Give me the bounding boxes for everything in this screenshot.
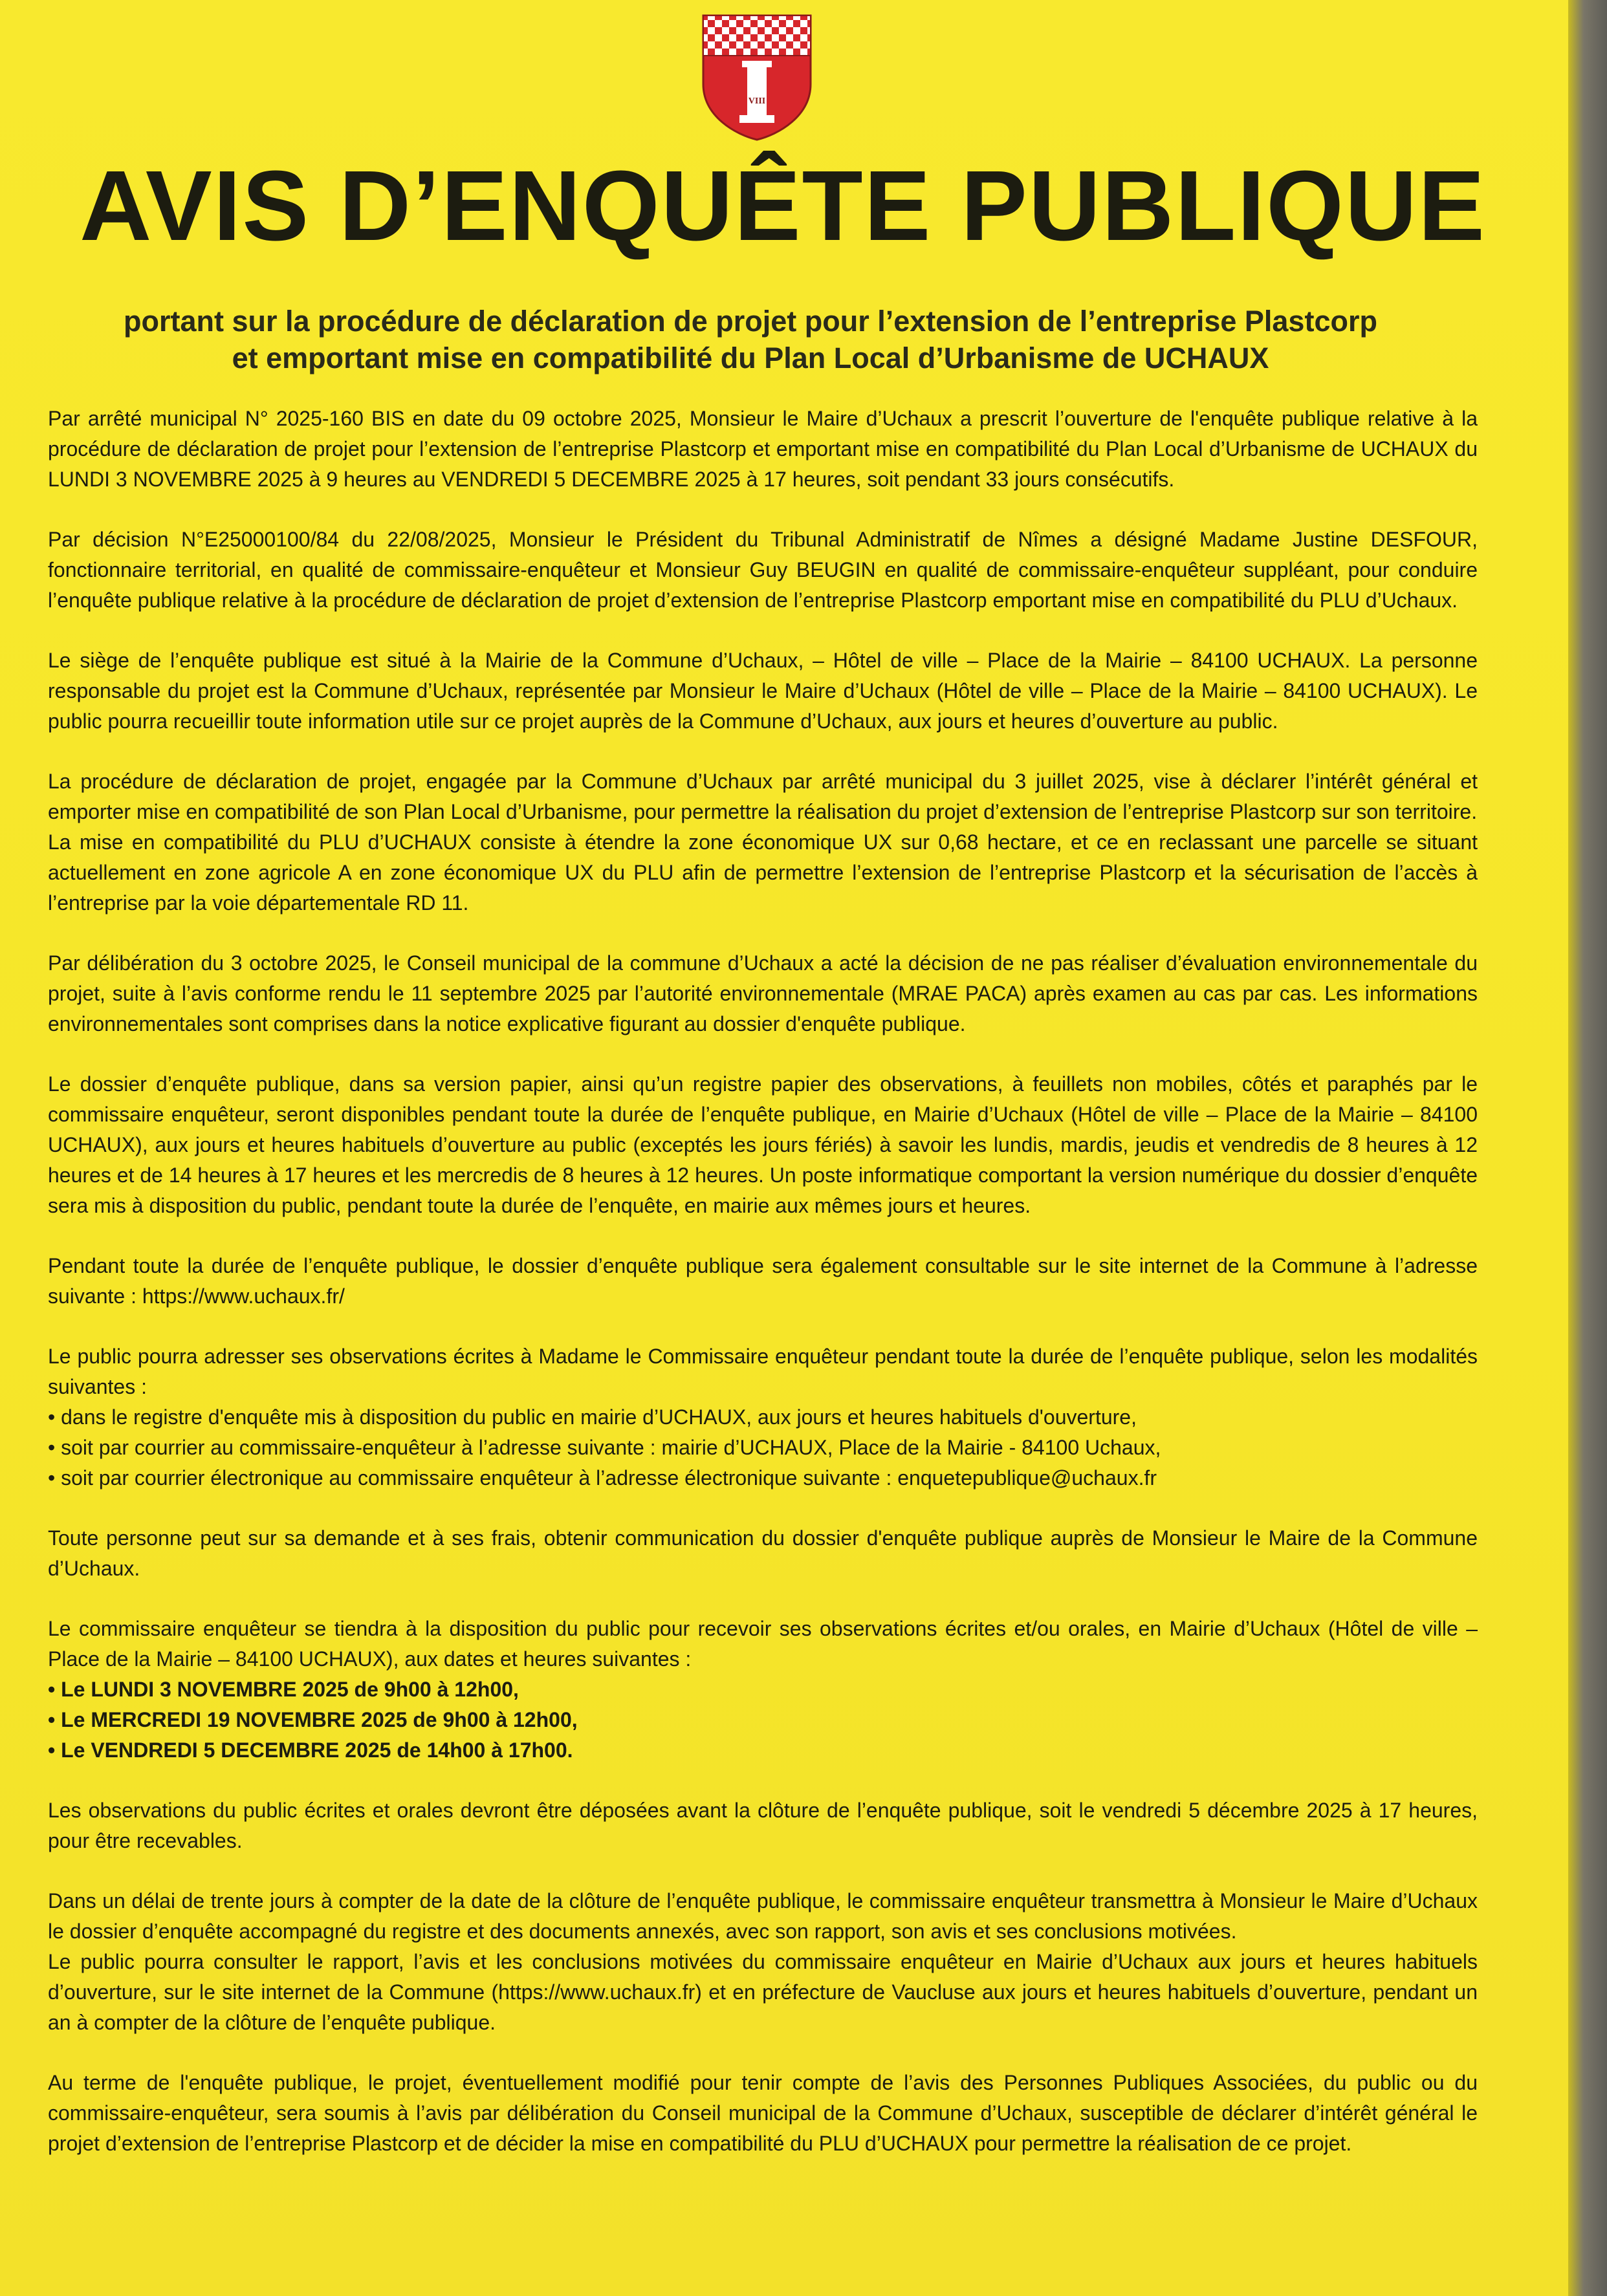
paragraph-consultation: Le public pourra consulter le rapport, l’avis et les conclusions motivées du commissaire enquêteur en Mairie d’Uchaux aux jours et heures habituels d’ouverture, sur le site internet de la Commune (https://www.uchaux.fr) et en préfecture de Vaucluse aux jours et heures habituels d’ouverture, pendant un an à compter de la clôture de l’enquête publique. bbox=[48, 1950, 1478, 2034]
coat-of-arms-icon bbox=[701, 13, 813, 142]
page-title: AVIS D’ENQUÊTE PUBLIQUE bbox=[80, 150, 1486, 261]
paragraph-conclusion: Au terme de l'enquête publique, le projet, éventuellement modifié pour tenir compte de l’avis des Personnes Publiques Associées, du public ou du commissaire-enquêteur, sera soumis à l’avis par délibération du Conseil municipal de la Commune d’Uchaux, susceptible de déclarer d’intérêt général le projet d’extension de l’entreprise Plastcorp et de décider la mise en compatibilité du PLU d’UCHAUX pour permettre la réalisation de ce projet. bbox=[48, 2071, 1478, 2155]
paragraph-procedure: La procédure de déclaration de projet, engagée par la Commune d’Uchaux par arrêté municipal du 3 juillet 2025, vise à déclarer l’intérêt général et emporter mise en compatibilité de son Plan Local d’Urbanisme, pour permettre la réalisation du projet d’extension de l’entreprise Plastcorp sur son territoire. bbox=[48, 770, 1478, 823]
background-edge bbox=[1568, 0, 1607, 2296]
paragraph-report: Dans un délai de trente jours à compter de la date de la clôture de l’enquête publique, le commissaire enquêteur transmettra à Monsieur le Maire d’Uchaux le dossier d’enquête accompagné du registre et des documents annexés, avec son rapport, son avis et ses conclusions motivées. bbox=[48, 1889, 1478, 1943]
paragraph-communication: Toute personne peut sur sa demande et à ses frais, obtenir communication du dossier d'enquête publique auprès de Monsieur le Maire de la Commune d’Uchaux. bbox=[48, 1526, 1478, 1580]
subtitle bbox=[39, 303, 1462, 376]
paragraph-permanences: Le commissaire enquêteur se tiendra à la disposition du public pour recevoir ses observations écrites et/ou orales, en Mairie d’Uchaux (Hôtel de ville – Place de la Mairie – 84100 UCHAUX), aux dates et heures suivantes : bbox=[48, 1617, 1478, 1671]
permanence-dates-list bbox=[48, 1674, 1478, 1766]
paragraph-compatibility: La mise en compatibilité du PLU d’UCHAUX consiste à étendre la zone économique UX sur 0,68 hectare, et ce en reclassant une parcelle se situant actuellement en zone agricole A en zone économique UX du PLU afin de permettre l’extension de l’entreprise Plastcorp et la sécurisation de l’accès à l’entreprise par la voie départementale RD 11. bbox=[48, 830, 1478, 915]
paragraph-deadline: Les observations du public écrites et orales devront être déposées avant la clôture de l’enquête publique, soit le vendredi 5 décembre 2025 à 17 heures, pour être recevables. bbox=[48, 1799, 1478, 1852]
list-item: • soit par courrier au commissaire-enquêteur à l’adresse suivante : mairie d’UCHAUX, Place de la Mairie - 84100 Uchaux, bbox=[48, 1433, 1478, 1463]
paragraph-environment: Par délibération du 3 octobre 2025, le Conseil municipal de la commune d’Uchaux a acté la décision de ne pas réaliser d’évaluation environnementale du projet, suite à l’avis conforme rendu le 11 septembre 2025 par l’autorité environnementale (MRAE PACA) après examen au cas par cas. Les informations environnementales sont comprises dans la notice explicative figurant au dossier d'enquête publique. bbox=[48, 951, 1478, 1035]
paragraph-decree: Par arrêté municipal N° 2025-160 BIS en date du 09 octobre 2025, Monsieur le Maire d’Uchaux a prescrit l’ouverture de l'enquête publique relative à la procédure de déclaration de projet pour l’extension de l’entreprise Plastcorp et emportant mise en compatibilité du Plan Local d’Urbanisme de UCHAUX du LUNDI 3 NOVEMBRE 2025 à 9 heures au VENDREDI 5 DECEMBRE 2025 à 17 heures, soit pendant 33 jours consécutifs. bbox=[48, 407, 1478, 491]
subtitle-line: portant sur la procédure de déclaration de projet pour l’extension de l’entreprise Plastcorp bbox=[124, 305, 1377, 338]
crest-label: VIII bbox=[748, 96, 766, 106]
observation-methods-list bbox=[48, 1402, 1478, 1493]
notice-body bbox=[48, 404, 1478, 2189]
list-item: • Le VENDREDI 5 DECEMBRE 2025 de 14h00 à 17h00. bbox=[48, 1735, 1478, 1766]
paragraph-observations: Le public pourra adresser ses observations écrites à Madame le Commissaire enquêteur pendant toute la durée de l’enquête publique, selon les modalités suivantes : bbox=[48, 1345, 1478, 1398]
subtitle-line: et emportant mise en compatibilité du Plan Local d’Urbanisme de UCHAUX bbox=[232, 341, 1269, 374]
list-item: • Le MERCREDI 19 NOVEMBRE 2025 de 9h00 à 12h00, bbox=[48, 1705, 1478, 1735]
paragraph-dossier: Le dossier d’enquête publique, dans sa version papier, ainsi qu’un registre papier des observations, à feuillets non mobiles, côtés et paraphés par le commissaire enquêteur, seront disponibles pendant toute la durée de l’enquête publique, en Mairie d’Uchaux (Hôtel de ville – Place de la Mairie – 84100 UCHAUX), aux jours et heures habituels d’ouverture au public (exceptés les jours fériés) à savoir les lundis, mardis, jeudis et vendredis de 8 heures à 12 heures et de 14 heures à 17 heures et les mercredis de 8 heures à 12 heures. Un poste informatique comportant la version numérique du dossier d’enquête sera mis à disposition du public, pendant toute la durée de l’enquête, en mairie aux mêmes jours et heures. bbox=[48, 1072, 1478, 1217]
paragraph-commissioner: Par décision N°E25000100/84 du 22/08/2025, Monsieur le Président du Tribunal Administratif de Nîmes a désigné Madame Justine DESFOUR, fonctionnaire territorial, en qualité de commissaire-enquêteur et Monsieur Guy BEUGIN en qualité de commissaire-enquêteur suppléant, pour conduire l’enquête publique relative à la procédure de déclaration de projet d’extension de l’entreprise Plastcorp emportant mise en compatibilité du PLU d’Uchaux. bbox=[48, 528, 1478, 612]
list-item: • dans le registre d'enquête mis à disposition du public en mairie d’UCHAUX, aux jours et heures habituels d'ouverture, bbox=[48, 1402, 1478, 1433]
list-item: • Le LUNDI 3 NOVEMBRE 2025 de 9h00 à 12h00, bbox=[48, 1674, 1478, 1705]
paragraph-seat: Le siège de l’enquête publique est situé à la Mairie de la Commune d’Uchaux, – Hôtel de ville – Place de la Mairie – 84100 UCHAUX. La personne responsable du projet est la Commune d’Uchaux, représentée par Monsieur le Maire d’Uchaux (Hôtel de ville – Place de la Mairie – 84100 UCHAUX). Le public pourra recueillir toute information utile sur ce projet auprès de la Commune d’Uchaux, aux jours et heures d’ouverture au public. bbox=[48, 649, 1478, 733]
list-item: • soit par courrier électronique au commissaire enquêteur à l’adresse électronique suivante : enquetepublique@uchaux.fr bbox=[48, 1463, 1478, 1493]
paragraph-website: Pendant toute la durée de l’enquête publique, le dossier d’enquête publique sera également consultable sur le site internet de la Commune à l’adresse suivante : https://www.uchaux.fr/ bbox=[48, 1254, 1478, 1308]
